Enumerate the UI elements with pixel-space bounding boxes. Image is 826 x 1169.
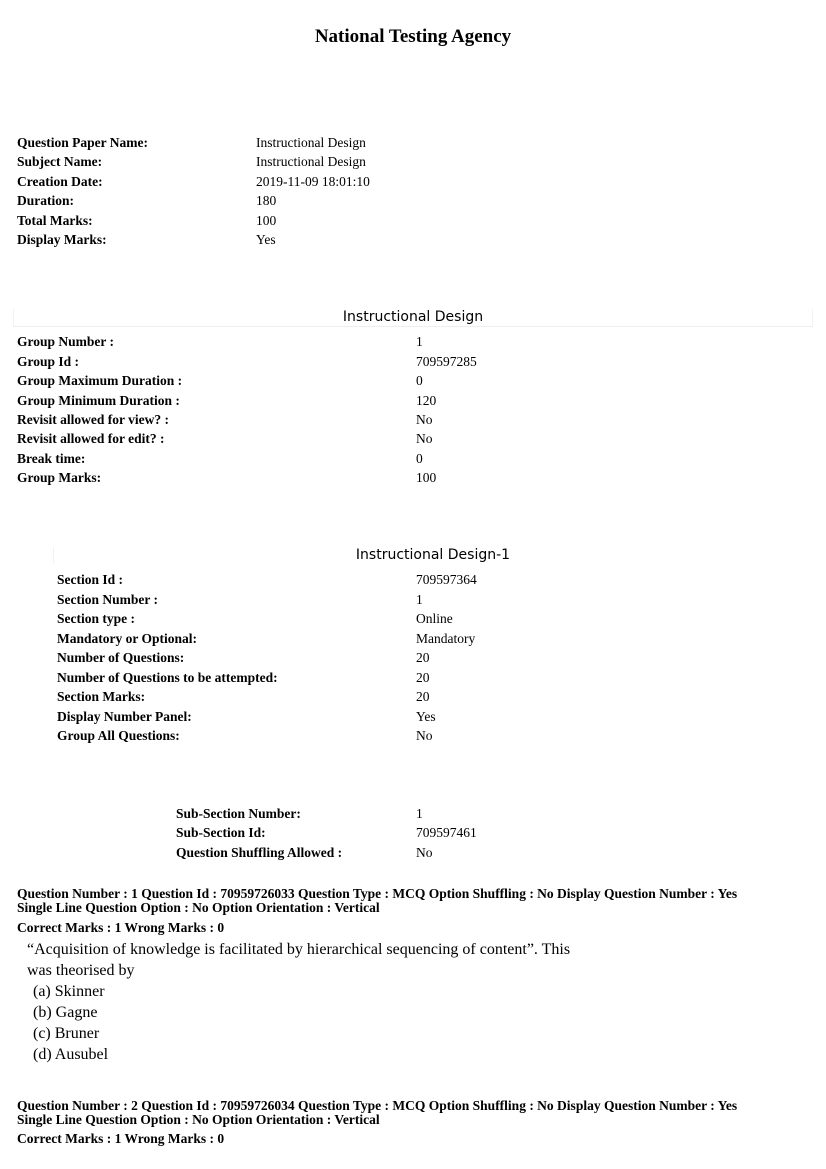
section-row-value: Yes	[416, 709, 436, 724]
group-row-label: Group Marks:	[17, 470, 102, 485]
subsection-row-label: Sub-Section Id:	[176, 825, 266, 840]
creation-date-value: 2019-11-09 18:01:10	[256, 174, 370, 189]
total-marks-value: 100	[256, 213, 277, 228]
group-row-value: 0	[416, 373, 423, 388]
question-marks: Correct Marks : 1 Wrong Marks : 0	[17, 920, 225, 935]
group-row-label: Break time:	[17, 451, 86, 466]
creation-date-label: Creation Date:	[17, 174, 103, 189]
display-marks-label: Display Marks:	[17, 232, 107, 247]
duration-value: 180	[256, 193, 277, 208]
group-row-value: 0	[416, 451, 423, 466]
subsection-row-label: Question Shuffling Allowed :	[176, 845, 343, 860]
section-row-label: Mandatory or Optional:	[57, 631, 198, 646]
question-meta: Question Number : 1 Question Id : 70959726033 Question Type : MCQ Option Shuffling : No Display Question Number : Yes	[17, 886, 738, 901]
group-row-value: 120	[416, 393, 437, 408]
subsection-row-value: 1	[416, 806, 423, 821]
section-row-value: 709597364	[416, 572, 477, 587]
question-marks: Correct Marks : 1 Wrong Marks : 0	[17, 1131, 225, 1146]
section-row-label: Number of Questions:	[57, 650, 185, 665]
group-row-label: Group Id :	[17, 354, 80, 369]
question-text-cont: was theorised by	[27, 962, 135, 979]
section-row-value: No	[416, 728, 433, 743]
subsection-row-value: No	[416, 845, 433, 860]
section-row-label: Display Number Panel:	[57, 709, 192, 724]
section-row-label: Section Number :	[57, 592, 158, 607]
paper-name-label: Question Paper Name:	[17, 135, 148, 150]
group-row-label: Revisit allowed for view? :	[17, 412, 169, 427]
section-row-value: 1	[416, 592, 423, 607]
group-row-value: No	[416, 412, 433, 427]
subsection-row-label: Sub-Section Number:	[176, 806, 301, 821]
group-banner: Instructional Design	[13, 309, 813, 327]
duration-label: Duration:	[17, 193, 74, 208]
question-meta: Question Number : 2 Question Id : 70959726034 Question Type : MCQ Option Shuffling : No Display Question Number : Yes	[17, 1098, 738, 1113]
paper-name-value: Instructional Design	[256, 135, 366, 150]
option-d[interactable]: (d) Ausubel	[33, 1046, 109, 1063]
section-row-value: Mandatory	[416, 631, 476, 646]
option-c[interactable]: (c) Bruner	[33, 1025, 100, 1042]
subject-name-label: Subject Name:	[17, 154, 103, 169]
page-title: National Testing Agency	[314, 26, 512, 47]
section-row-label: Section type :	[57, 611, 135, 626]
section-row-value: 20	[416, 689, 430, 704]
group-row-value: 1	[416, 334, 423, 349]
section-row-value: 20	[416, 650, 430, 665]
question-meta-options: Single Line Question Option : No Option Orientation : Vertical	[17, 900, 380, 915]
section-row-label: Number of Questions to be attempted:	[57, 670, 278, 685]
section-row-value: 20	[416, 670, 430, 685]
group-row-value: 709597285	[416, 354, 477, 369]
group-row-label: Group Number :	[17, 334, 115, 349]
section-row-value: Online	[416, 611, 453, 626]
question-meta-options: Single Line Question Option : No Option Orientation : Vertical	[17, 1112, 380, 1127]
section-row-label: Group All Questions:	[57, 728, 180, 743]
option-b[interactable]: (b) Gagne	[33, 1004, 98, 1021]
section-banner: Instructional Design-1	[53, 547, 812, 564]
group-row-value: 100	[416, 470, 437, 485]
group-row-value: No	[416, 431, 433, 446]
option-a[interactable]: (a) Skinner	[33, 983, 105, 1000]
total-marks-label: Total Marks:	[17, 213, 93, 228]
subsection-row-value: 709597461	[416, 825, 477, 840]
group-row-label: Group Minimum Duration :	[17, 393, 180, 408]
section-row-label: Section Id :	[57, 572, 124, 587]
section-row-label: Section Marks:	[57, 689, 146, 704]
group-row-label: Revisit allowed for edit? :	[17, 431, 165, 446]
group-row-label: Group Maximum Duration :	[17, 373, 183, 388]
subject-name-value: Instructional Design	[256, 154, 366, 169]
question-text: “Acquisition of knowledge is facilitated by hierarchical sequencing of content”. This	[27, 941, 571, 958]
display-marks-value: Yes	[256, 232, 276, 247]
